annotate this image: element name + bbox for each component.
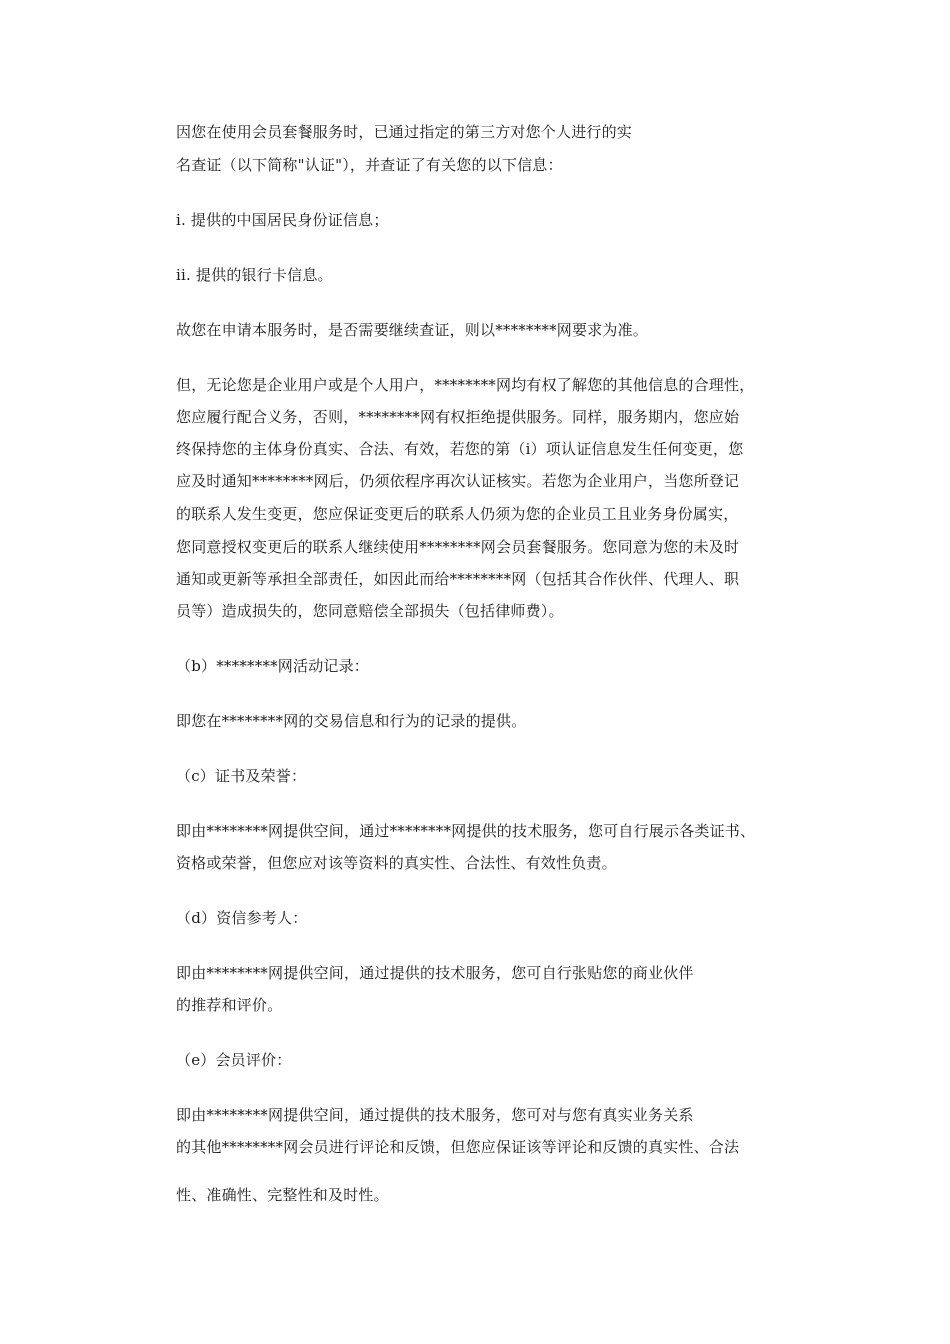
text-line: 名查证（以下简称"认证"），并查证了有关您的以下信息： [176, 156, 563, 174]
text-line: 您应履行配合义务，否则，********网有权拒绝提供服务。同样，服务期内，您应始 [176, 408, 740, 426]
list-item: ii. 提供的银行卡信息。 [176, 266, 333, 284]
text-line: 通知或更新等承担全部责任，如因此而给********网（包括其合作伙伴、代理人、职 [176, 570, 740, 588]
section-heading: （b）********网活动记录： [176, 657, 370, 675]
section-heading: （c）证书及荣誉： [176, 767, 307, 785]
text-line: 因您在使用会员套餐服务时，已通过指定的第三方对您个人进行的实 [176, 123, 633, 141]
text-line: 应及时通知********网后，仍须依程序再次认证核实。若您为企业用户，当您所登记 [176, 472, 740, 490]
list-item: i. 提供的中国居民身份证信息； [176, 211, 389, 229]
text-line: 即由********网提供空间，通过提供的技术服务，您可自行张贴您的商业伙伴 [176, 964, 694, 982]
text-line: 性、准确性、完整性和及时性。 [176, 1186, 389, 1204]
text-line: 的其他********网会员进行评论和反馈，但您应保证该等评论和反馈的真实性、合法 [176, 1138, 740, 1156]
section-heading: （d）资信参考人： [176, 909, 308, 927]
text-line: 即由********网提供空间，通过提供的技术服务，您可对与您有真实业务关系 [176, 1106, 694, 1124]
text-line: 终保持您的主体身份真实、合法、有效，若您的第（i）项认证信息发生任何变更，您 [176, 440, 744, 458]
text-line: 员等）造成损失的，您同意赔偿全部损失（包括律师费）。 [176, 602, 564, 620]
text-line: 的联系人发生变更，您应保证变更后的联系人仍须为您的企业员工且业务身份属实， [176, 505, 739, 523]
text-line: 但，无论您是企业用户或是个人用户，********网均有权了解您的其他信息的合理性， [176, 376, 755, 394]
text-line: 资格或荣誉，但您应对该等资料的真实性、合法性、有效性负责。 [176, 854, 617, 872]
section-heading: （e）会员评价： [176, 1051, 292, 1069]
text-line: 即由********网提供空间，通过********网提供的技术服务，您可自行展示各类证书、 [176, 822, 756, 840]
text-line: 您同意授权变更后的联系人继续使用********网会员套餐服务。您同意为您的未及时 [176, 538, 740, 556]
text-line: 即您在********网的交易信息和行为的记录的提供。 [176, 712, 527, 730]
text-line: 的推荐和评价。 [176, 996, 283, 1014]
text-line: 故您在申请本服务时，是否需要继续查证，则以********网要求为准。 [176, 321, 649, 339]
